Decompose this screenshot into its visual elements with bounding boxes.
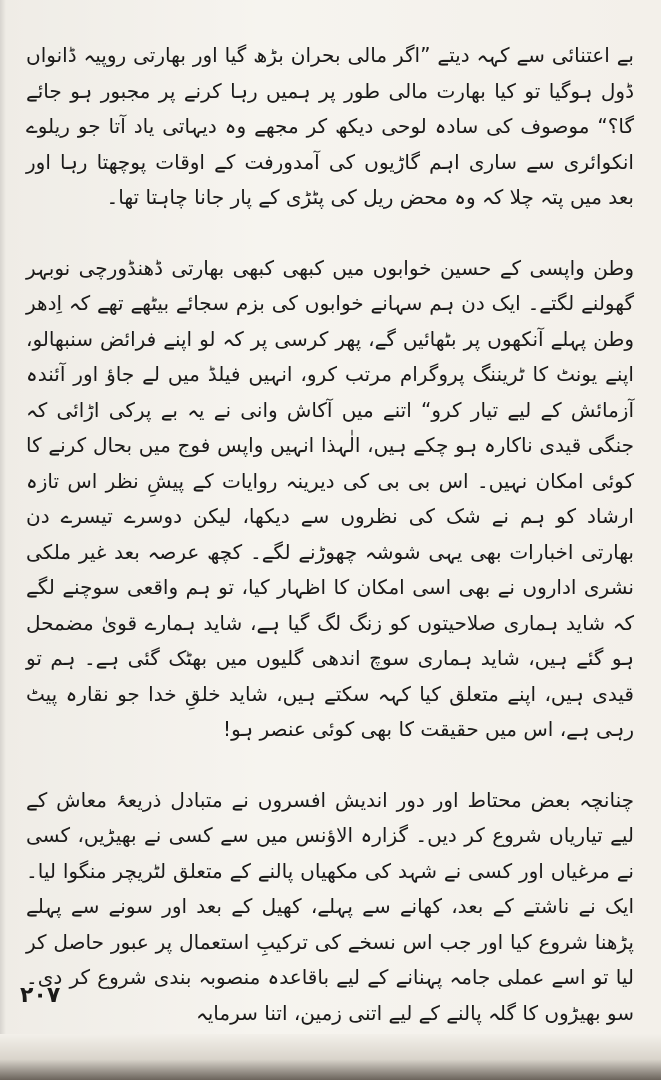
paragraph-2: وطن واپسی کے حسین خوابوں میں کبھی کبھی بھارتی ڈھنڈورچی نوبہر گھولنے لگتے۔ ایک دن ہم سہانے خوابوں کی بزم سجائے بیٹھے تھے کہ اِدھر وطن پہلے آنکھوں پر بٹھائیں گے، پھر کرسی پر کہ لو اپنے فرائض سنبھالو، اپنے یونٹ کا ٹریننگ پروگرام مرتب کرو، انہیں فیلڈ میں لے جاؤ اور آئندہ آزمائش کے لیے تیار کرو“ اتنے میں آکاش وانی نے یہ بے پرکی اڑائی کہ جنگی قیدی ناکارہ ہو چکے ہیں، الٰہذا انہیں واپس فوج میں بحال کرنے کا کوئی امکان نہیں۔ اس بی بی کی دیرینہ روایات کے پیشِ نظر اس تازہ ارشاد کو ہم نے شک کی نظروں سے دیکھا، لیکن دوسرے تیسرے دن بھارتی اخبارات بھی یہی شوشہ چھوڑنے لگے۔ کچھ عرصہ بعد غیر ملکی نشری اداروں نے بھی اسی امکان کا اظہار کیا، تو ہم واقعی سوچنے لگے کہ شاید ہماری صلاحیتوں کو زنگ لگ گیا ہے، شاید ہمارے قویٰ مضمحل ہو گئے ہیں، شاید ہماری سوچ اندھی گلیوں میں بھٹک گئی ہے۔ ہم تو قیدی ہیں، اپنے متعلق کیا کہہ سکتے ہیں، شاید خلقِ خدا جو نقارہ پیٹ رہی ہے، اس میں حقیقت کا بھی کوئی عنصر ہو! — [26, 255, 634, 741]
page-number: ۲۰۷ — [20, 983, 61, 1008]
spine-shadow — [0, 0, 6, 1080]
page-bottom-edge — [0, 1034, 661, 1080]
paragraph-3: چنانچہ بعض محتاط اور دور اندیش افسروں نے متبادل ذریعۂ معاش کے لیے تیاریاں شروع کر دیں۔ گزارہ الاؤنس میں سے کسی نے بھیڑیں، کسی نے مرغیاں اور کسی نے شہد کی مکھیاں پالنے کے متعلق لٹریچر منگوا لیا۔ ایک نے ناشتے کے بعد، کھانے سے پہلے، کھیل کے بعد اور سونے سے پہلے پڑھنا شروع کیا اور جب اس نسخے کی ترکیبِ استعمال پر عبور حاصل کر لیا تو اسے عملی جامہ پہنانے کے لیے باقاعدہ منصوبہ بندی شروع کر دی۔ سو بھیڑوں کا گلہ پالنے کے لیے اتنی زمین، اتنا سرمایہ — [26, 787, 634, 1025]
page-body-text — [26, 38, 634, 1031]
paragraph-1: بے اعتنائی سے کہہ دیتے ”اگر مالی بحران بڑھ گیا اور بھارتی روپیہ ڈانواں ڈول ہوگیا تو کیا بھارت مالی طور پر ہمیں رہا کرنے پر مجبور ہو جائے گا؟“ موصوف کی سادہ لوحی دیکھ کر مجھے وہ دیہاتی یاد آتا جو ریلوے انکوائری سے ساری اہم گاڑیوں کی آمدورفت کے اوقات پوچھتا رہا اور بعد میں پتہ چلا کہ وہ محض ریل کی پٹڑی کے پار جانا چاہتا تھا۔ — [26, 43, 634, 209]
